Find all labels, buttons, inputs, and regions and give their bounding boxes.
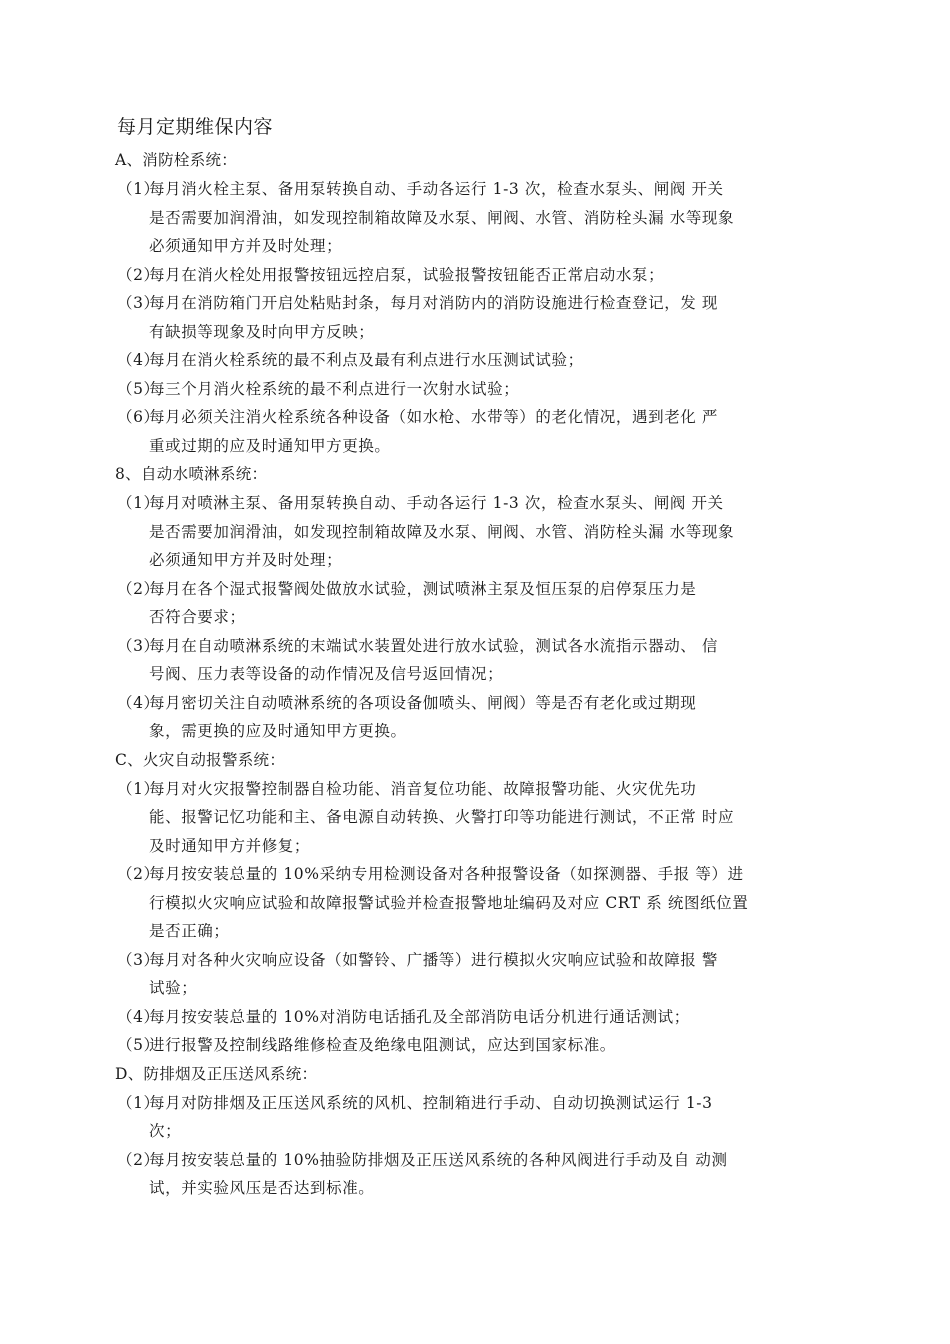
item-text-line: 试验； xyxy=(149,979,198,997)
list-item xyxy=(115,1031,825,1060)
item-text-line: 每三个月消火栓系统的最不利点进行一次射水试验； xyxy=(149,379,520,398)
item-text-line: 进行报警及控制线路维修检查及绝缘电阻测试，应达到国家标准。 xyxy=(149,1036,616,1054)
item-number: （1） xyxy=(117,1093,160,1112)
item-text-line: 号阀、压力表等设备的动作情况及信号返回情况； xyxy=(149,665,504,683)
item-text-line: 每月按安装总量的 10%抽验防排烟及正压送风系统的各种风阀进行手动及自 动测 xyxy=(149,1150,728,1169)
item-text-line: 必须通知甲方并及时处理； xyxy=(149,551,343,569)
item-number: （6） xyxy=(117,408,160,426)
item-number: （3） xyxy=(117,636,160,655)
item-text-line: 每月密切关注自动喷淋系统的各项设备伽喷头、闸阀）等是否有老化或过期现 xyxy=(149,693,697,712)
item-text-line: 有缺损等现象及时向甲方反映； xyxy=(149,322,375,341)
item-text-line: 每月在消火栓处用报警按钮远控启泵，试验报警按钮能否正常启动水泵； xyxy=(149,265,665,284)
list-item xyxy=(115,289,825,346)
item-text-line: 是否需要加润滑油，如发现控制箱故障及水泵、闸阀、水管、消防栓头漏 水等现象 xyxy=(149,208,735,227)
item-text-line: 试，并实验风压是否达到标准。 xyxy=(149,1179,375,1197)
list-item xyxy=(115,632,825,689)
item-text-line: 每月按安装总量的 10%对消防电话插孔及全部消防电话分机进行通话测试； xyxy=(149,1007,690,1026)
list-item xyxy=(115,946,825,1003)
item-number: （1） xyxy=(117,779,160,798)
item-text-line: 每月对火灾报警控制器自检功能、消音复位功能、故障报警功能、火灾优先功 xyxy=(149,779,697,798)
list-item xyxy=(115,1003,825,1032)
item-number: （5） xyxy=(117,1036,160,1054)
item-text-line: 是否正确； xyxy=(149,922,230,940)
item-number: （2） xyxy=(117,1150,160,1169)
document-title: 每月定期维保内容 xyxy=(117,116,274,138)
item-text-line: 每月按安装总量的 10%采纳专用检测设备对各种报警设备（如探测器、手报 等）进 xyxy=(149,865,744,883)
item-number: （1） xyxy=(117,494,160,512)
list-item xyxy=(115,575,825,632)
list-item xyxy=(115,689,825,746)
item-text-line: 每月对防排烟及正压送风系统的风机、控制箱进行手动、自动切换测试运行 1-3 xyxy=(149,1093,713,1112)
item-text-line: 行模拟火灾响应试验和故障报警试验并检查报警地址编码及对应 CRT 系 统图纸位置 xyxy=(149,893,749,912)
list-item xyxy=(115,403,825,460)
list-item xyxy=(115,346,825,375)
item-text-line: 每月在自动喷淋系统的末端试水装置处进行放水试验，测试各水流指示器动、 信 xyxy=(149,636,719,655)
item-text-line: 能、报警记忆功能和主、备电源自动转换、火警打印等功能进行测试，不正常 时应 xyxy=(149,808,735,826)
sections-container xyxy=(115,146,825,1203)
item-text-line: 必须通知甲方并及时处理； xyxy=(149,237,343,255)
item-text-line: 每月在各个湿式报警阀处做放水试验，测试喷淋主泵及恒压泵的启停泵压力是 xyxy=(149,579,697,598)
item-text-line: 每月消火栓主泵、备用泵转换自动、手动各运行 1-3 次，检查水泵头、闸阀 开关 xyxy=(149,180,724,198)
item-text-line: 每月对喷淋主泵、备用泵转换自动、手动各运行 1-3 次，检查水泵头、闸阀 开关 xyxy=(149,494,724,512)
item-number: （4） xyxy=(117,1007,160,1026)
item-number: （2） xyxy=(117,579,160,598)
item-number: （1） xyxy=(117,180,160,198)
document-body xyxy=(115,112,825,1203)
list-item xyxy=(115,1146,825,1203)
list-item xyxy=(115,375,825,404)
section-2 xyxy=(115,746,825,1060)
list-item xyxy=(115,489,825,575)
item-text-line: 每月必须关注消火栓系统各种设备（如水枪、水带等）的老化情况，遇到老化 严 xyxy=(149,408,719,426)
section-1 xyxy=(115,460,825,746)
item-number: （5） xyxy=(117,379,160,398)
list-item xyxy=(115,860,825,946)
item-number: （2） xyxy=(117,865,160,883)
list-item xyxy=(115,1089,825,1146)
item-text-line: 重或过期的应及时通知甲方更换。 xyxy=(149,436,391,455)
item-text-line: 次； xyxy=(149,1122,182,1140)
section-heading: A、消防栓系统： xyxy=(115,151,238,169)
item-text-line: 否符合要求； xyxy=(149,608,246,626)
section-heading: 8、自动水喷淋系统： xyxy=(115,465,268,483)
list-item xyxy=(115,175,825,261)
item-text-line: 每月对各种火灾响应设备（如警铃、广播等）进行模拟火灾响应试验和故障报 警 xyxy=(149,950,719,969)
list-item xyxy=(115,775,825,861)
item-text-line: 每月在消火栓系统的最不利点及最有利点进行水压测试试验； xyxy=(149,351,584,369)
item-number: （4） xyxy=(117,693,160,712)
item-number: （3） xyxy=(117,294,160,312)
item-number: （4） xyxy=(117,351,160,369)
section-heading: D、防排烟及正压送风系统： xyxy=(115,1064,318,1083)
item-number: （2） xyxy=(117,265,160,284)
item-text-line: 每月在消防箱门开启处粘贴封条，每月对消防内的消防设施进行检查登记，发 现 xyxy=(149,294,719,312)
section-3 xyxy=(115,1060,825,1203)
item-text-line: 及时通知甲方并修复； xyxy=(149,836,311,855)
section-heading: C、火灾自动报警系统： xyxy=(115,750,286,769)
section-0 xyxy=(115,146,825,460)
item-text-line: 象，需更换的应及时通知甲方更换。 xyxy=(149,722,407,740)
item-text-line: 是否需要加润滑油，如发现控制箱故障及水泵、闸阀、水管、消防栓头漏 水等现象 xyxy=(149,522,735,541)
list-item xyxy=(115,261,825,290)
item-number: （3） xyxy=(117,950,160,969)
